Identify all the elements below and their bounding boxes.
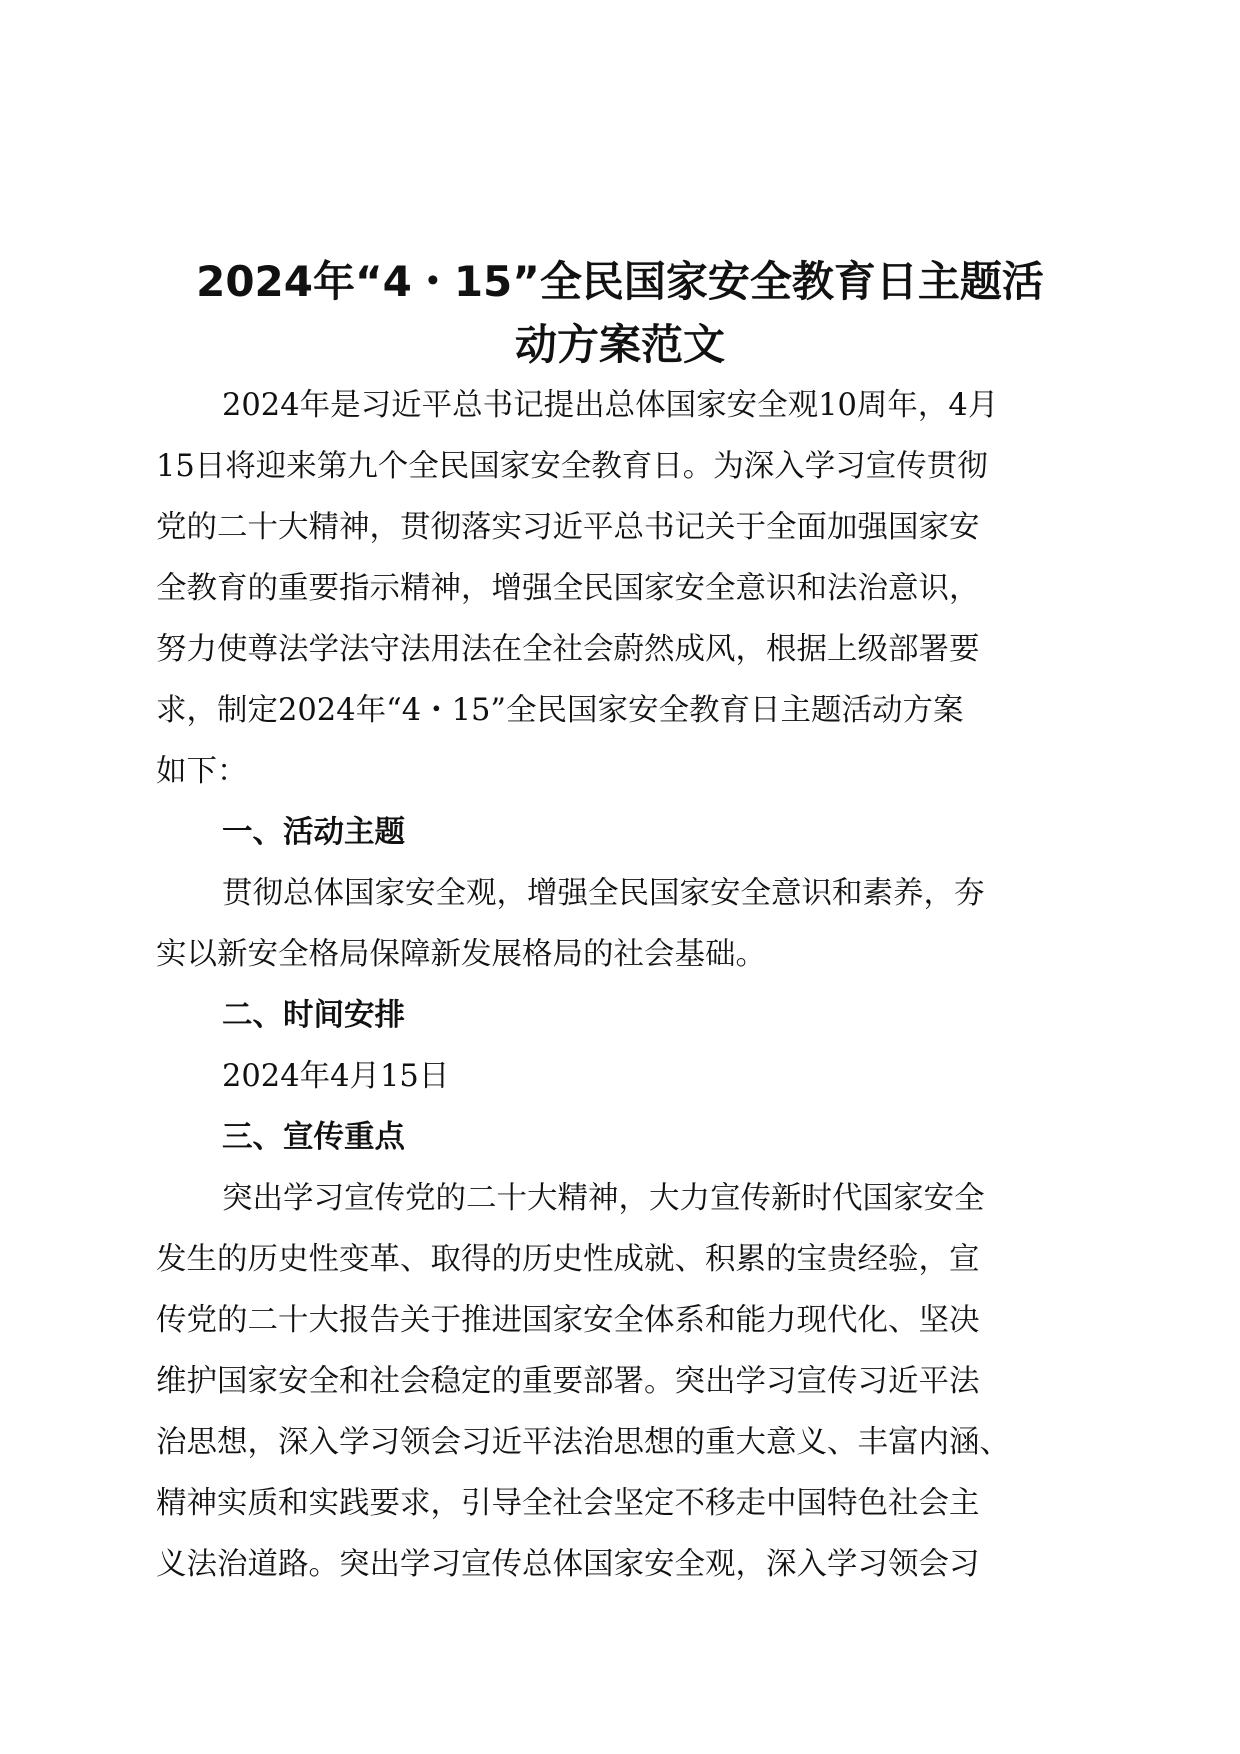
section-line: 义法治道路。突出学习宣传总体国家安全观，深入学习领会习: [156, 1547, 980, 1582]
section-line: 突出学习宣传党的二十大精神，大力宣传新时代国家安全: [222, 1181, 985, 1216]
document-title: [140, 250, 1100, 376]
intro-line: 2024年是习近平总书记提出总体国家安全观10周年，4月: [222, 388, 999, 423]
section-line: 发生的历史性变革、取得的历史性成就、积累的宝贵经验，宣: [156, 1242, 980, 1277]
title-line: 动方案范文: [514, 320, 725, 369]
section-line: 贯彻总体国家安全观，增强全民国家安全意识和素养，夯: [222, 876, 985, 911]
section-line: 2024年4月15日: [222, 1059, 450, 1094]
intro-line: 15日将迎来第九个全民国家安全教育日。为深入学习宣传贯彻: [156, 449, 988, 484]
section-line: 维护国家安全和社会稳定的重要部署。突出学习宣传习近平法: [156, 1364, 980, 1399]
intro-line: 全教育的重要指示精神，增强全民国家安全意识和法治意识，: [156, 571, 980, 606]
section-heading-focus: 三、宣传重点: [222, 1120, 405, 1155]
intro-line: 努力使尊法学法守法用法在全社会蔚然成风，根据上级部署要: [156, 632, 980, 667]
intro-line: 如下：: [156, 754, 248, 789]
section-heading-schedule: 二、时间安排: [222, 998, 405, 1033]
title-line: 2024年“4・15”全民国家安全教育日主题活: [196, 257, 1044, 306]
section-heading-theme: 一、活动主题: [222, 815, 405, 850]
document-body: [156, 375, 1096, 1595]
section-line: 精神实质和实践要求，引导全社会坚定不移走中国特色社会主: [156, 1486, 980, 1521]
section-line: 治思想，深入学习领会习近平法治思想的重大意义、丰富内涵、: [156, 1425, 1010, 1460]
intro-line: 党的二十大精神，贯彻落实习近平总书记关于全面加强国家安: [156, 510, 980, 545]
section-line: 传党的二十大报告关于推进国家安全体系和能力现代化、坚决: [156, 1303, 980, 1338]
intro-line: 求，制定2024年“4・15”全民国家安全教育日主题活动方案: [156, 693, 964, 728]
section-line: 实以新安全格局保障新发展格局的社会基础。: [156, 937, 766, 972]
